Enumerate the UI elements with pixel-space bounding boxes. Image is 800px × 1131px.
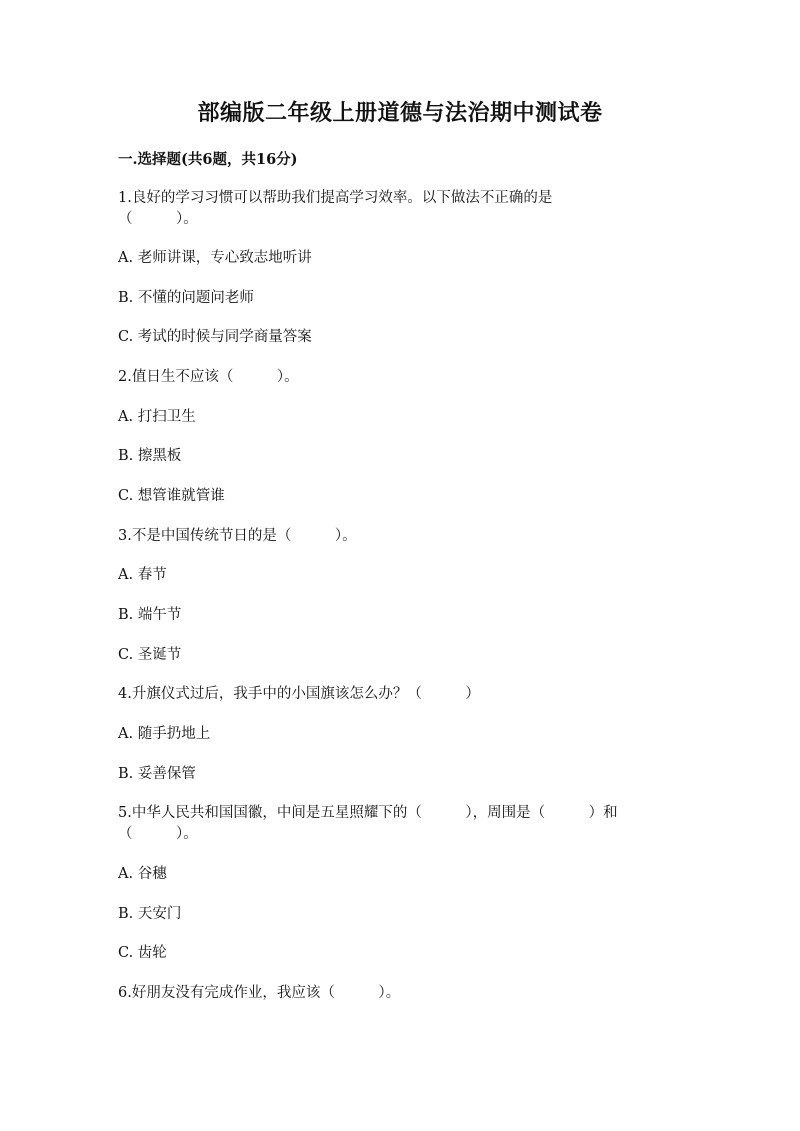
question-3-option-b: B. 端午节 [118, 607, 182, 623]
question-3-stem: 3.不是中国传统节日的是（ ）。 [118, 528, 357, 544]
question-1-stem-line-2: （ ）。 [118, 211, 198, 227]
question-5-option-b: B. 天安门 [118, 906, 182, 922]
question-5-option-a: A. 谷穗 [118, 866, 167, 882]
question-1-option-b: B. 不懂的问题问老师 [118, 290, 254, 306]
question-3-option-c: C. 圣诞节 [118, 647, 182, 663]
question-5-stem-line-1: 5.中华人民共和国国徽，中间是五星照耀下的（ ），周围是（ ）和 [118, 805, 618, 821]
question-2-stem: 2.值日生不应该（ ）。 [118, 369, 299, 385]
question-5-option-c: C. 齿轮 [118, 945, 167, 961]
question-2-option-b: B. 擦黑板 [118, 448, 182, 464]
question-6-stem: 6.好朋友没有完成作业，我应该（ ）。 [118, 985, 401, 1001]
question-4-option-b: B. 妥善保管 [118, 766, 196, 782]
question-4-option-a: A. 随手扔地上 [118, 726, 211, 742]
question-2-option-c: C. 想管谁就管谁 [118, 488, 225, 504]
question-1-option-a: A. 老师讲课，专心致志地听讲 [118, 250, 312, 266]
question-4-stem: 4.升旗仪式过后，我手中的小国旗该怎么办？（ ） [118, 686, 480, 702]
question-3-option-a: A. 春节 [118, 567, 167, 583]
question-5-stem-line-2: （ ）。 [118, 826, 198, 842]
question-1-option-c: C. 考试的时候与同学商量答案 [118, 329, 312, 345]
page-title: 部编版二年级上册道德与法治期中测试卷 [197, 100, 603, 126]
question-1-stem-line-1: 1.良好的学习习惯可以帮助我们提高学习效率。以下做法不正确的是 [118, 190, 553, 206]
question-2-option-a: A. 打扫卫生 [118, 409, 196, 425]
section-heading: 一.选择题(共6题，共16分) [118, 151, 298, 168]
